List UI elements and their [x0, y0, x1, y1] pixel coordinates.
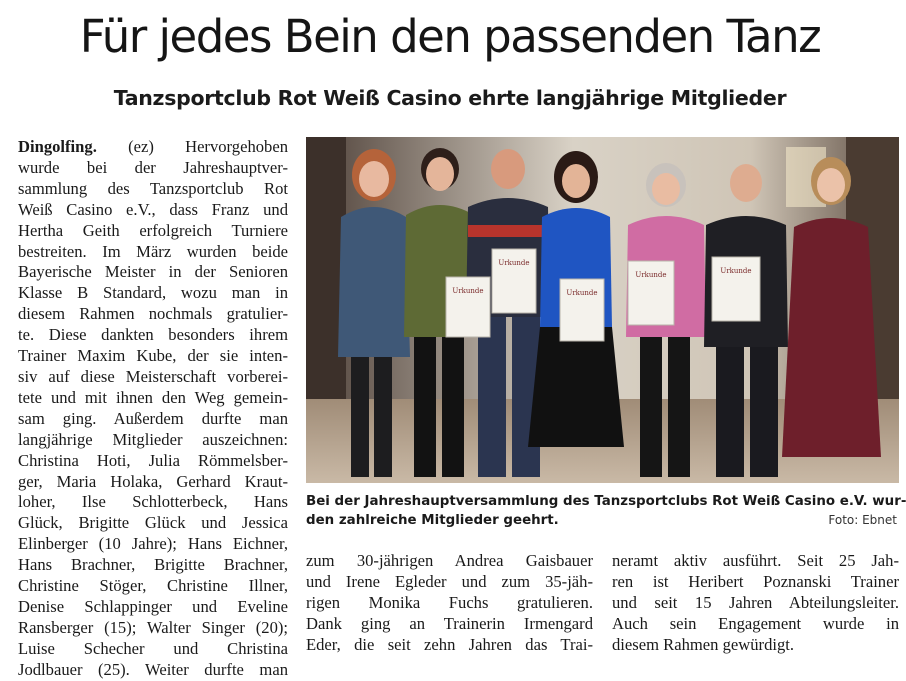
svg-text:Urkunde: Urkunde — [498, 259, 530, 267]
article-line: neramt aktiv ausführt. Seit 25 Jah- — [612, 551, 899, 570]
subheadline: Tanzsportclub Rot Weiß Casino ehrte langjährige Mitglieder — [113, 86, 787, 110]
article-line: Klasse B Standard, wozu man in — [18, 283, 288, 303]
article-column-middle — [306, 551, 593, 656]
article-line: Auch sein Engagement wurde in — [612, 613, 899, 633]
article-line: und Irene Egleder und zum 35-jäh- — [306, 571, 593, 591]
article-line: Hans Brachner, Brigitte Brachner, — [18, 555, 288, 575]
article-line: diesem Rahmen gewürdigt. — [612, 634, 795, 654]
article-line: rigen Monika Fuchs gratulieren. — [306, 592, 593, 612]
article-line: und seit 15 Jahren Abteilungsleiter. — [612, 592, 899, 612]
article-line: Denise Schlappinger und Eveline — [18, 596, 288, 616]
article-line: ger, Maria Holaka, Gerhard Kraut- — [18, 471, 288, 491]
certificate — [712, 257, 760, 321]
article-line: Christine Stöger, Christine Illner, — [18, 576, 288, 596]
article-line: Luise Schecher und Christina — [18, 638, 288, 658]
article-line: sam ging. Außerdem durfte man — [18, 408, 288, 428]
certificate — [492, 249, 536, 313]
article-line: ren ist Heribert Poznanski Trainer — [612, 571, 899, 591]
article-line: te. Diese dankten besonders ihrem — [18, 325, 288, 345]
article-dateline: Dingolfing. — [18, 137, 97, 156]
svg-text:Urkunde: Urkunde — [720, 267, 752, 275]
article-line: zum 30-jährigen Andrea Gaisbauer — [306, 551, 593, 570]
photo-credit: Foto: Ebnet — [828, 513, 897, 527]
svg-text:Urkunde: Urkunde — [566, 289, 598, 297]
article-column-right — [612, 551, 899, 656]
article-line: Weiß Casino e.V., dass Franz und — [18, 199, 288, 219]
group-photo — [306, 137, 899, 483]
headline: Für jedes Bein den passenden Tanz — [79, 10, 821, 63]
caption-line: den zahlreiche Mitglieder geehrt. — [306, 513, 559, 528]
article-line: langjährige Mitglieder auszeichnen: — [18, 429, 288, 449]
article-column-left — [18, 137, 288, 681]
article-line: Elinberger (10 Jahre); Hans Eichner, — [18, 534, 288, 554]
article-line: Christina Hoti, Julia Römmelsber- — [18, 450, 288, 470]
caption-line: Bei der Jahreshauptversammlung des Tanzsportclubs Rot Weiß Casino e.V. wur- — [306, 494, 906, 509]
svg-text:Urkunde: Urkunde — [635, 271, 667, 279]
article-first-line — [18, 137, 288, 158]
article-line: Eder, die seit zehn Jahren das Trai- — [306, 634, 593, 654]
article-line: Jodlbauer (25). Weiter durfte man — [18, 659, 288, 679]
certificate — [628, 261, 674, 325]
certificate — [446, 277, 490, 337]
certificate — [560, 279, 604, 341]
article-line: bestreiten. Im März wurden beide — [18, 241, 288, 261]
article-line: Trainer Maxim Kube, der sie inten- — [18, 346, 288, 366]
svg-text:Urkunde: Urkunde — [452, 287, 484, 295]
article-line: tete und mit ihnen den Weg gemein- — [18, 387, 288, 407]
article-line: Bayerische Meister in der Senioren — [18, 262, 288, 282]
article-line: (ez) Hervorgehoben — [128, 137, 288, 156]
article-line: Hertha Geith erfolgreich Turniere — [18, 220, 288, 240]
photo-caption — [306, 492, 906, 530]
article-line: diesem Rahmen nochmals gratulier- — [18, 304, 288, 324]
article-line: loher, Ilse Schlotterbeck, Hans — [18, 492, 288, 512]
article-line: Ransberger (15); Walter Singer (20); — [18, 617, 288, 637]
article-line: wurde bei der Jahreshauptver- — [18, 157, 288, 177]
article-line: Glück, Brigitte Glück und Jessica — [18, 513, 288, 533]
article-line: sammlung des Tanzsportclub Rot — [18, 178, 288, 198]
article-line: siv auf diese Meisterschaft vorberei- — [18, 366, 288, 386]
article-line: Dank ging an Trainerin Irmengard — [306, 613, 593, 633]
